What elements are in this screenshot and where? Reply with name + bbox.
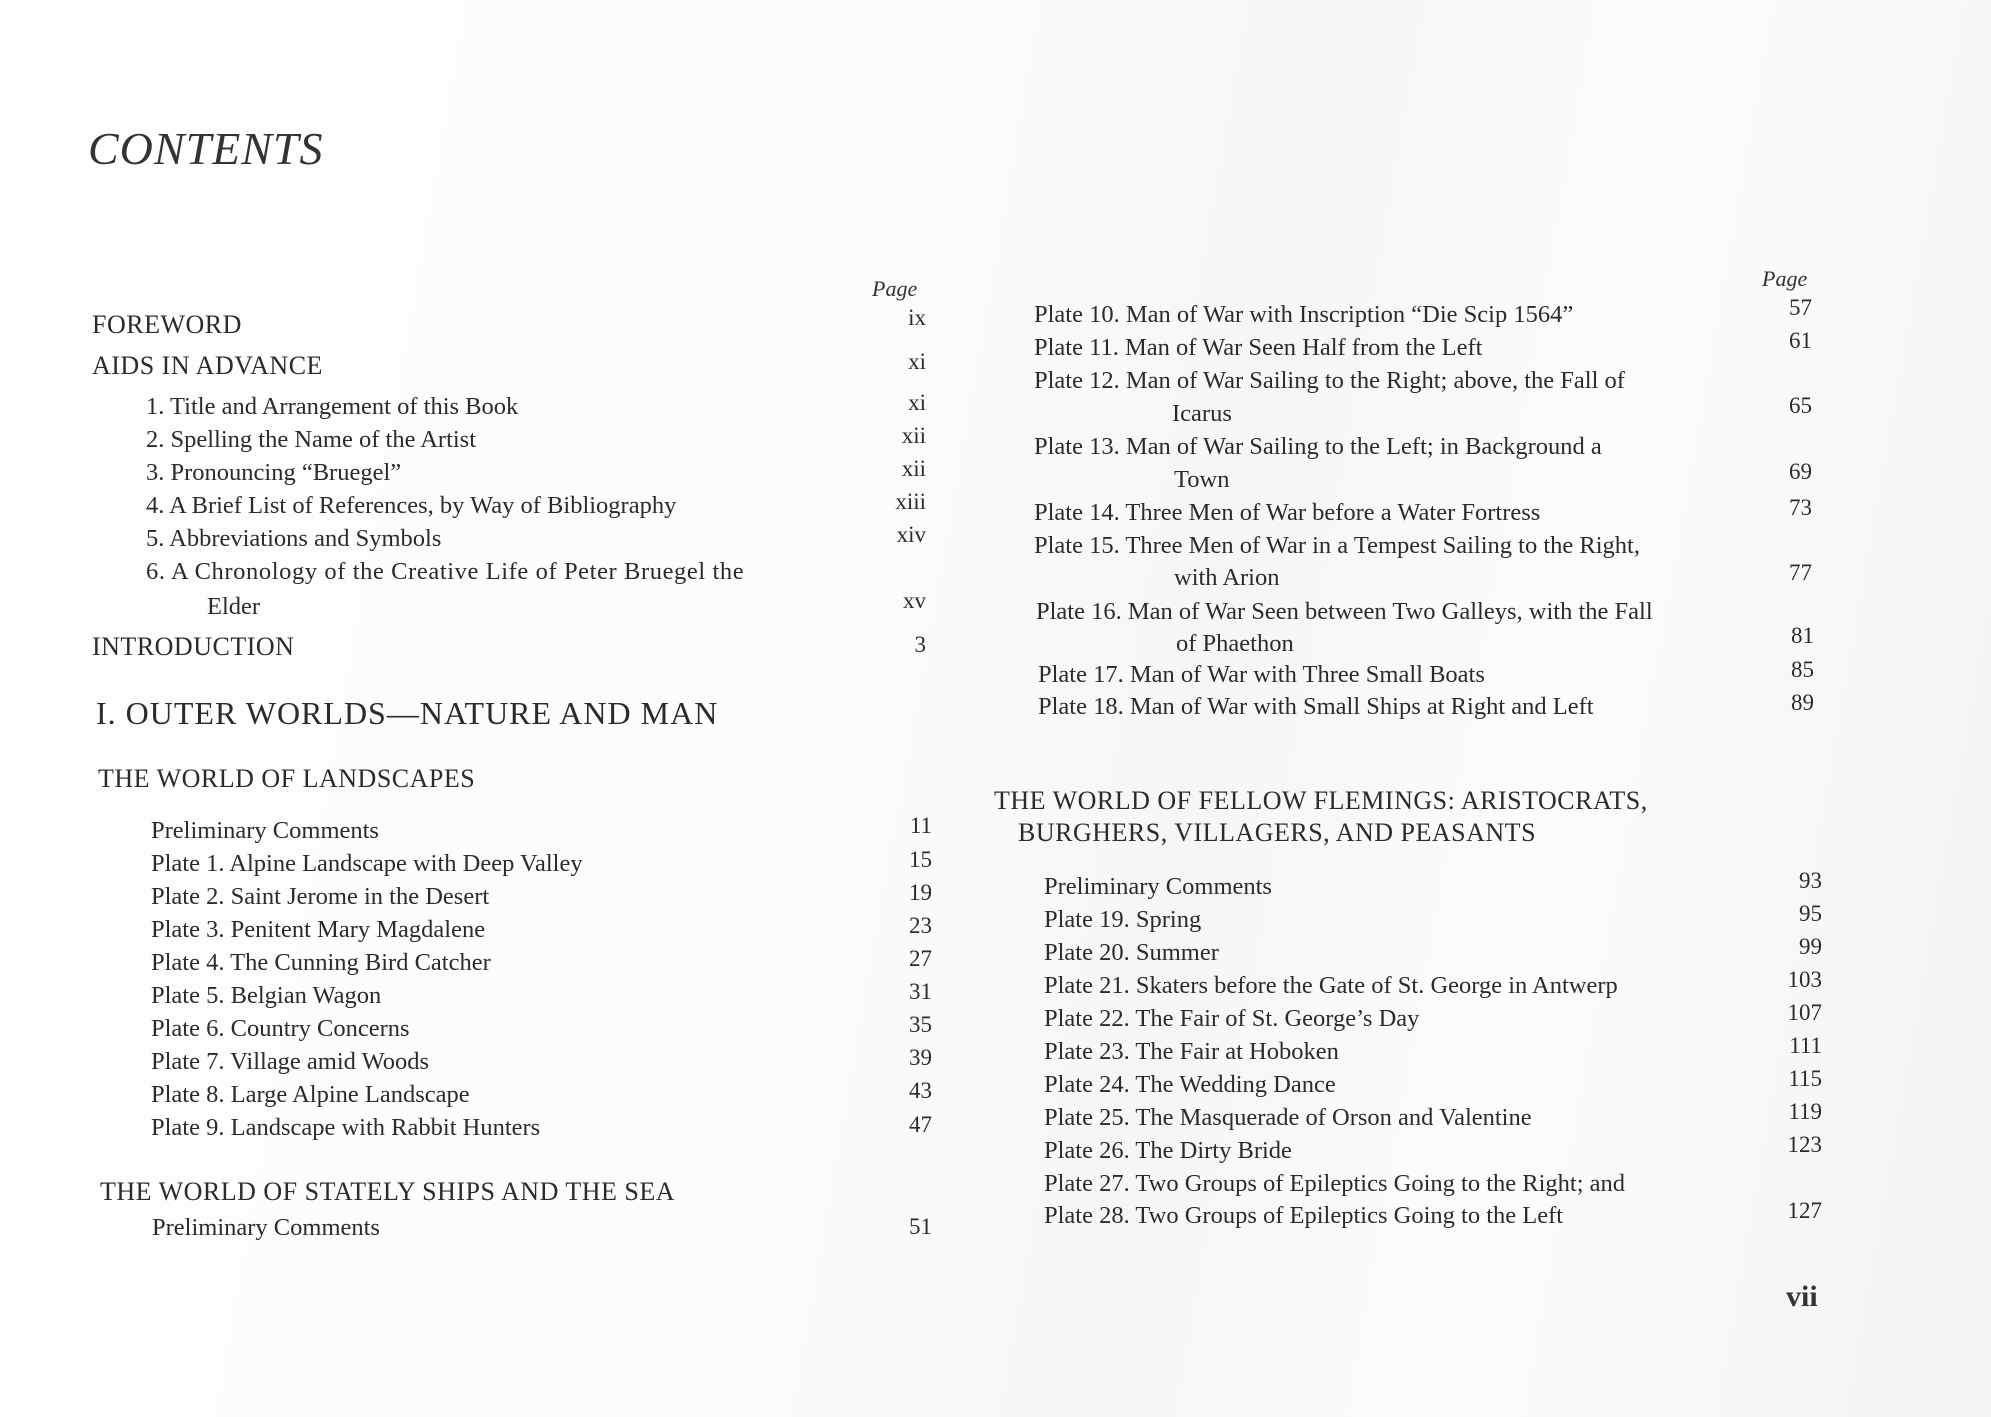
toc-entry-landscapes-6: Plate 6. Country Concerns bbox=[151, 1015, 410, 1042]
toc-page-ships-15: 77 bbox=[1789, 560, 1812, 585]
toc-entry-landscapes-4: Plate 4. The Cunning Bird Catcher bbox=[151, 949, 491, 976]
section-heading-flemings-line2: BURGHERS, VILLAGERS, AND PEASANTS bbox=[1018, 818, 1537, 847]
toc-page-ships-17: 85 bbox=[1791, 657, 1814, 682]
toc-page-flemings-10: 127 bbox=[1787, 1198, 1822, 1223]
toc-entry-flemings-0: Preliminary Comments bbox=[1044, 873, 1272, 900]
toc-page-ships-18: 89 bbox=[1791, 690, 1814, 715]
toc-entry-ships-16-continuation: of Phaethon bbox=[1176, 630, 1294, 657]
toc-entry-flemings-1: Plate 19. Spring bbox=[1044, 906, 1202, 933]
toc-entry-landscapes-9: Plate 9. Landscape with Rabbit Hunters bbox=[151, 1114, 541, 1141]
toc-page-flemings-1: 95 bbox=[1799, 901, 1822, 926]
toc-entry-ships-15: Plate 15. Three Men of War in a Tempest Sailing to the Right, bbox=[1034, 532, 1640, 559]
page-number: vii bbox=[1786, 1280, 1818, 1313]
toc-page-ships-14: 73 bbox=[1789, 495, 1812, 520]
toc-entry-aid-2: 2. Spelling the Name of the Artist bbox=[146, 426, 477, 453]
toc-page-ships-12: 65 bbox=[1789, 393, 1812, 418]
toc-page-aid-4: xiii bbox=[895, 489, 926, 514]
toc-entry-landscapes-7: Plate 7. Village amid Woods bbox=[151, 1048, 430, 1075]
toc-page-landscapes-7: 39 bbox=[909, 1045, 932, 1070]
toc-page-ships-13: 69 bbox=[1789, 459, 1812, 484]
page-column-label-left: Page bbox=[872, 276, 918, 301]
toc-page-ships-16: 81 bbox=[1791, 623, 1814, 648]
toc-page-flemings-3: 103 bbox=[1787, 967, 1822, 992]
toc-entry-aid-1: 1. Title and Arrangement of this Book bbox=[146, 393, 519, 420]
toc-entry-landscapes-8: Plate 8. Large Alpine Landscape bbox=[151, 1081, 470, 1108]
toc-page-aid-6: xv bbox=[903, 588, 926, 613]
toc-page-landscapes-5: 31 bbox=[909, 979, 932, 1004]
toc-entry-ships-10: Plate 10. Man of War with Inscription “Die Scip 1564” bbox=[1034, 301, 1574, 328]
toc-page-landscapes-4: 27 bbox=[909, 946, 932, 971]
toc-page-aid-3: xii bbox=[901, 456, 926, 481]
toc-entry-flemings-5: Plate 23. The Fair at Hoboken bbox=[1044, 1038, 1339, 1065]
toc-page-flemings-8: 123 bbox=[1787, 1132, 1822, 1157]
toc-entry-ships-12-continuation: Icarus bbox=[1172, 400, 1232, 427]
toc-page-introduction: 3 bbox=[914, 632, 926, 657]
toc-page-landscapes-0: 11 bbox=[909, 813, 932, 838]
toc-entry-flemings-9: Plate 27. Two Groups of Epileptics Going to the Right; and bbox=[1044, 1170, 1626, 1197]
toc-page-aids: xi bbox=[908, 349, 926, 374]
toc-entry-aid-6: 6. A Chronology of the Creative Life of Peter Bruegel the bbox=[146, 558, 745, 585]
toc-entry-landscapes-1: Plate 1. Alpine Landscape with Deep Valley bbox=[151, 850, 583, 877]
toc-entry-flemings-10: Plate 28. Two Groups of Epileptics Going to the Left bbox=[1044, 1202, 1564, 1229]
page-title: CONTENTS bbox=[88, 123, 324, 174]
section-heading-flemings-line1: THE WORLD OF FELLOW FLEMINGS: ARISTOCRATS, bbox=[994, 786, 1648, 815]
toc-entry-ships-14: Plate 14. Three Men of War before a Water Fortress bbox=[1034, 499, 1541, 526]
toc-entry-flemings-7: Plate 25. The Masquerade of Orson and Valentine bbox=[1044, 1104, 1532, 1131]
toc-page-aid-2: xii bbox=[901, 423, 926, 448]
toc-page-landscapes-8: 43 bbox=[909, 1078, 932, 1103]
toc-page-foreword: ix bbox=[908, 305, 926, 330]
toc-entry-ships-15-continuation: with Arion bbox=[1174, 564, 1280, 591]
toc-entry-aid-4: 4. A Brief List of References, by Way of Bibliography bbox=[146, 492, 677, 519]
toc-entry-flemings-2: Plate 20. Summer bbox=[1044, 939, 1219, 966]
toc-entry-foreword: FOREWORD bbox=[92, 310, 242, 339]
toc-page-landscapes-6: 35 bbox=[909, 1012, 932, 1037]
toc-entry-ships-16: Plate 16. Man of War Seen between Two Galleys, with the Fall bbox=[1036, 598, 1653, 625]
toc-entry-ships-13: Plate 13. Man of War Sailing to the Left; in Background a bbox=[1034, 433, 1602, 460]
toc-page-aid-5: xiv bbox=[896, 522, 926, 547]
section-heading-ships: THE WORLD OF STATELY SHIPS AND THE SEA bbox=[100, 1177, 676, 1206]
toc-entry-flemings-4: Plate 22. The Fair of St. George’s Day bbox=[1044, 1005, 1420, 1032]
toc-page-flemings-7: 119 bbox=[1788, 1099, 1822, 1124]
toc-entry-ships-0: Preliminary Comments bbox=[152, 1214, 380, 1241]
toc-page-landscapes-3: 23 bbox=[909, 913, 932, 938]
toc-page-landscapes-9: 47 bbox=[909, 1112, 932, 1137]
toc-page-landscapes-1: 15 bbox=[909, 847, 932, 872]
toc-entry-landscapes-2: Plate 2. Saint Jerome in the Desert bbox=[151, 883, 490, 910]
part-title: I. OUTER WORLDS—NATURE AND MAN bbox=[96, 695, 719, 731]
toc-entry-introduction: INTRODUCTION bbox=[92, 632, 295, 661]
page-column-label-right: Page bbox=[1762, 266, 1808, 291]
toc-entry-landscapes-0: Preliminary Comments bbox=[151, 817, 379, 844]
toc-entry-aid-6-continuation: Elder bbox=[207, 593, 261, 620]
toc-page-aid-1: xi bbox=[908, 390, 926, 415]
toc-page-ships-0: 51 bbox=[909, 1214, 932, 1239]
toc-entry-ships-11: Plate 11. Man of War Seen Half from the Left bbox=[1034, 334, 1483, 361]
toc-page-ships-10: 57 bbox=[1789, 295, 1812, 320]
toc-entry-aids: AIDS IN ADVANCE bbox=[92, 351, 323, 380]
toc-entry-ships-12: Plate 12. Man of War Sailing to the Right; above, the Fall of bbox=[1034, 367, 1625, 394]
toc-entry-ships-18: Plate 18. Man of War with Small Ships at Right and Left bbox=[1038, 693, 1594, 720]
toc-page-flemings-2: 99 bbox=[1799, 934, 1822, 959]
toc-entry-aid-3: 3. Pronouncing “Bruegel” bbox=[146, 459, 402, 486]
toc-page-flemings-6: 115 bbox=[1788, 1066, 1822, 1091]
toc-entry-ships-17: Plate 17. Man of War with Three Small Boats bbox=[1038, 661, 1485, 688]
toc-page-flemings-4: 107 bbox=[1787, 1000, 1822, 1025]
toc-entry-ships-13-continuation: Town bbox=[1174, 466, 1230, 493]
section-heading-landscapes: THE WORLD OF LANDSCAPES bbox=[98, 764, 476, 793]
toc-page-landscapes-2: 19 bbox=[909, 880, 932, 905]
toc-entry-flemings-8: Plate 26. The Dirty Bride bbox=[1044, 1137, 1292, 1164]
toc-entry-flemings-6: Plate 24. The Wedding Dance bbox=[1044, 1071, 1336, 1098]
toc-page-flemings-0: 93 bbox=[1799, 868, 1822, 893]
toc-entry-aid-5: 5. Abbreviations and Symbols bbox=[146, 525, 442, 552]
toc-entry-landscapes-3: Plate 3. Penitent Mary Magdalene bbox=[151, 916, 486, 943]
toc-page-flemings-5: 111 bbox=[1789, 1033, 1822, 1058]
toc-entry-landscapes-5: Plate 5. Belgian Wagon bbox=[151, 982, 382, 1009]
toc-entry-flemings-3: Plate 21. Skaters before the Gate of St. George in Antwerp bbox=[1044, 972, 1618, 999]
toc-page-ships-11: 61 bbox=[1789, 328, 1812, 353]
